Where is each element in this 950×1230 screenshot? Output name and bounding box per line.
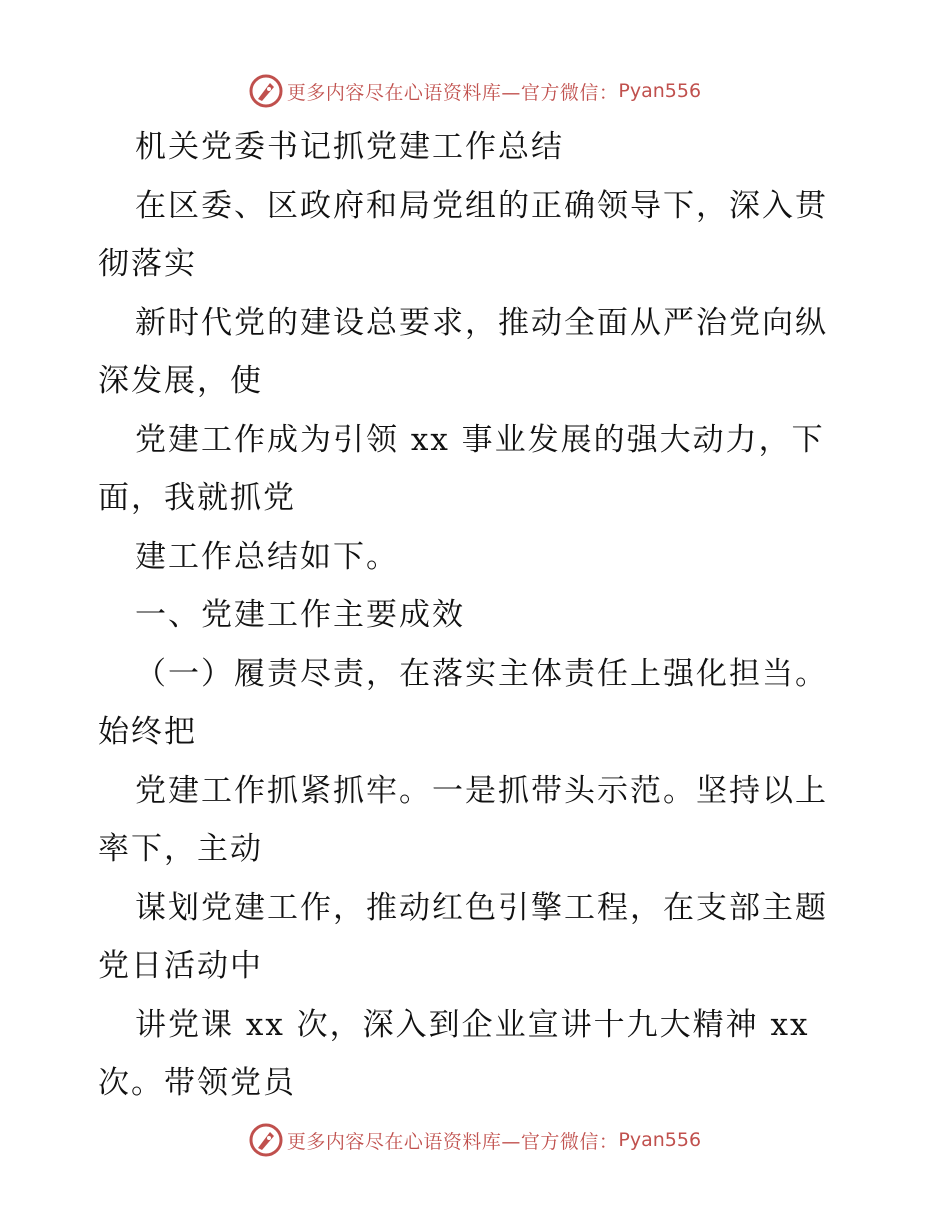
paragraph-line: 彻落实 [98, 246, 197, 282]
pen-nib-circle-icon [249, 74, 283, 108]
paragraph-line: 率下，主动 [98, 831, 263, 867]
banner-text: 更多内容尽在心语资料库—官方微信： [286, 1130, 619, 1153]
paragraph-line: 谋划党建工作，推动红色引擎工程，在支部主题 [135, 889, 828, 926]
header-watermark-banner [0, 71, 950, 111]
paragraph-line: 建工作总结如下。 [135, 538, 399, 575]
paragraph-line: 在区委、区政府和局党组的正确领导下，深入贯 [135, 187, 828, 224]
paragraph-line: 面，我就抓党 [98, 480, 296, 516]
footer-watermark-banner [0, 1120, 950, 1160]
paragraph-line: 党日活动中 [98, 948, 263, 984]
banner-contact: Pyan556 [618, 80, 702, 102]
paragraph-line: 党建工作成为引领 xx 事业发展的强大动力，下 [135, 421, 825, 458]
document-body [98, 118, 858, 1113]
paragraph-line: 讲党课 xx 次，深入到企业宣讲十九大精神 xx [135, 1006, 810, 1043]
banner-text: 更多内容尽在心语资料库—官方微信： [286, 81, 619, 104]
paragraph-line: 次。带领党员 [98, 1065, 296, 1101]
paragraph-line: 新时代党的建设总要求，推动全面从严治党向纵 [135, 304, 828, 341]
document-title: 机关党委书记抓党建工作总结 [135, 129, 564, 165]
pen-nib-circle-icon [249, 1123, 283, 1157]
section-heading: 一、党建工作主要成效 [135, 597, 465, 633]
banner-contact: Pyan556 [618, 1129, 702, 1151]
subsection-heading: （一）履责尽责，在落实主体责任上强化担当。 [135, 655, 828, 692]
paragraph-line: 深发展，使 [98, 363, 263, 399]
paragraph-line: 始终把 [98, 714, 197, 750]
paragraph-line: 党建工作抓紧抓牢。一是抓带头示范。坚持以上 [135, 772, 828, 809]
